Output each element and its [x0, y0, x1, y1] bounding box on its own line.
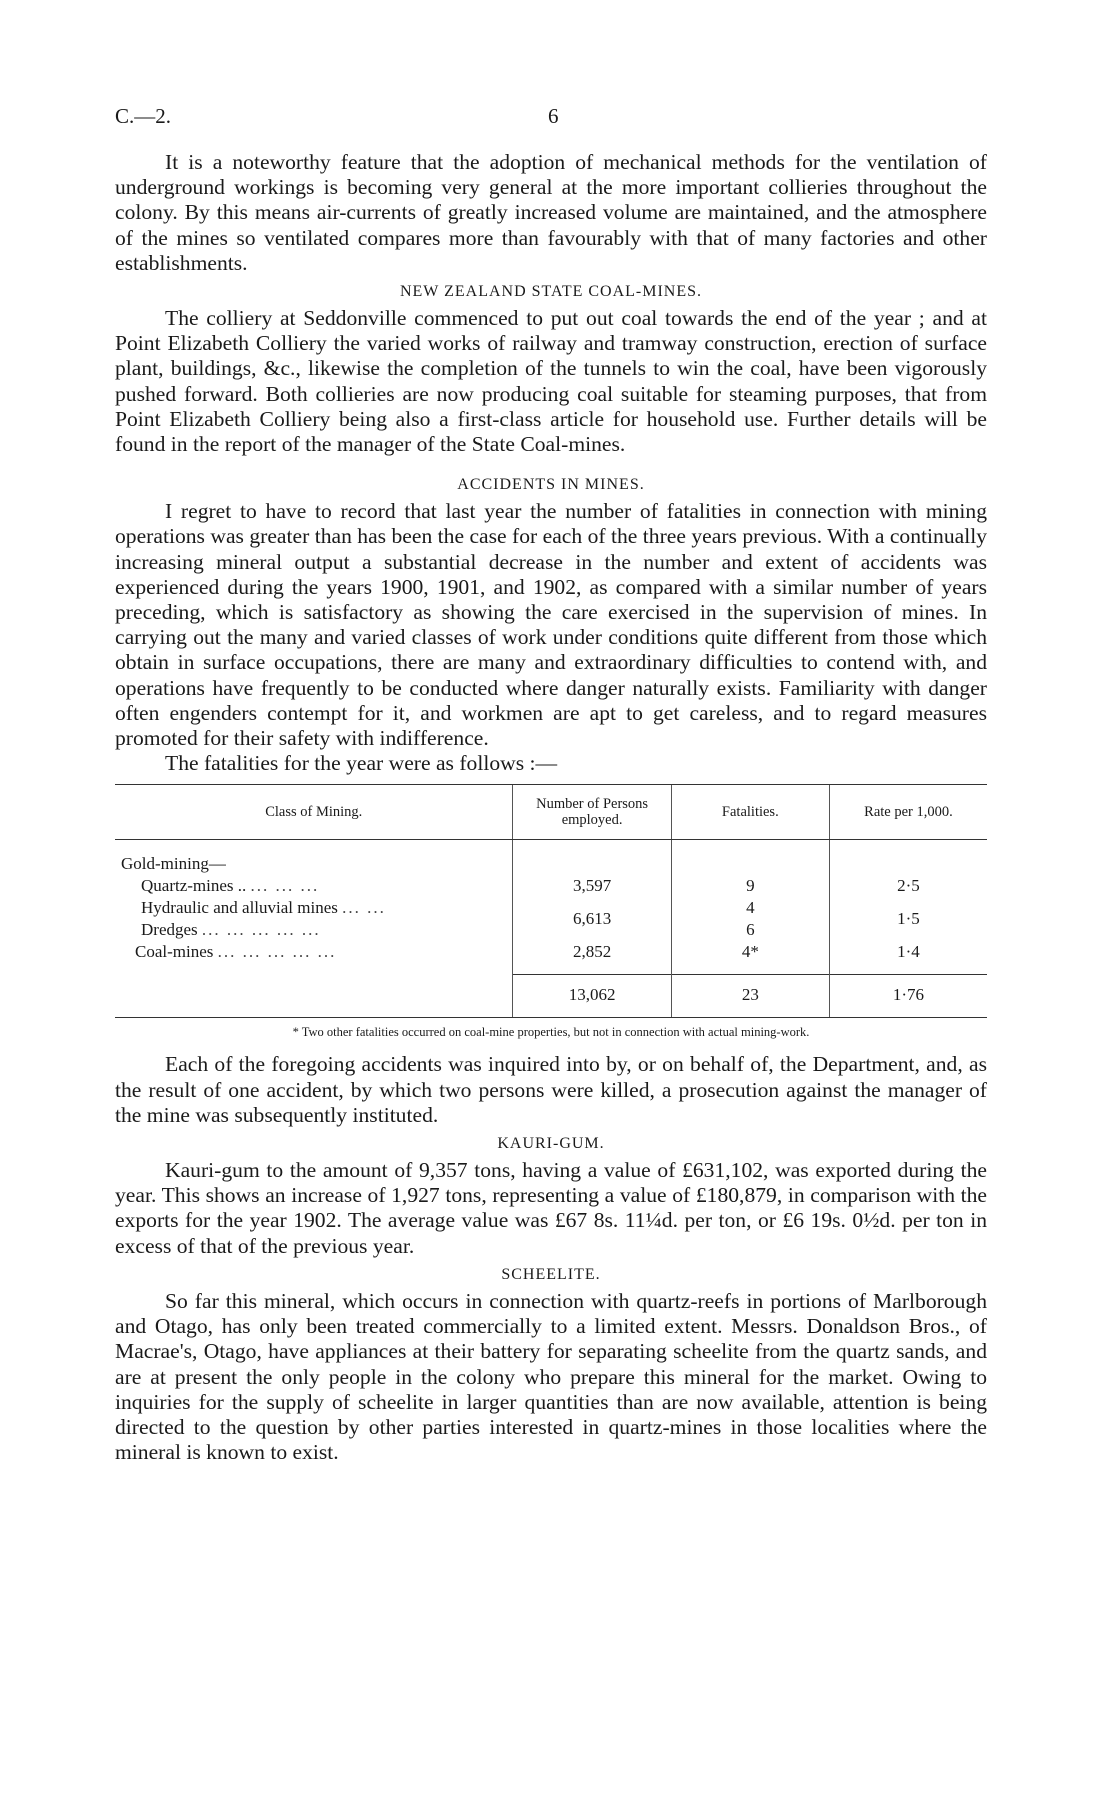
fatalities-table	[115, 784, 987, 1017]
table-row	[115, 897, 987, 919]
paragraph-scheelite: So far this mineral, which occurs in connection with quartz-reefs in portions of Marlborough and Otago, has only been treated commercially to a limited extent. Messrs. Donaldson Bros., of Macrae's, Otago, have appliances at their battery for separating scheelite from the quartz sands, and are at present the only people in the colony who prepare this mineral for the market. Owing to inquiries for the supply of scheelite in larger quantities than are now available, attention is being directed to the question by other parties interested in quartz-mines in those localities where the mineral is known to exist.	[115, 1288, 987, 1465]
row-label: Quartz-mines ..	[141, 876, 247, 896]
heading-scheelite: SCHEELITE.	[501, 1265, 601, 1283]
cell-rate-combined: 1·5	[829, 897, 987, 941]
report-reference: C.—2.	[115, 104, 172, 128]
cell-fatalities: 9	[671, 875, 829, 897]
paragraph-kauri-gum: Kauri-gum to the amount of 9,357 tons, having a value of £631,102, was exported during the year. This shows an increase of 1,927 tons, representing a value of £180,879, in comparison with the exports for the year 1902. The average value was £67 8s. 11¼d. per ton, or £6 19s. 0½d. per ton in excess of that of the previous year.	[115, 1158, 987, 1258]
table-row-group	[115, 840, 987, 876]
cell-rate: 2·5	[829, 875, 987, 897]
leader-dots: ... ... ... ... ...	[201, 920, 321, 940]
total-fatalities: 23	[671, 975, 829, 1018]
heading-state-coal-mines: NEW ZEALAND STATE COAL-MINES.	[399, 283, 703, 301]
fatalities-table-wrap	[115, 784, 987, 1040]
leader-dots: ... ... ... ... ...	[217, 942, 337, 962]
total-employed: 13,062	[513, 975, 671, 1018]
paragraph-ventilation: It is a noteworthy feature that the adoption of mechanical methods for the ventilation of underground workings is becoming very general at the more important collieries throughout the colony. By this means air-currents of greatly increased volume are maintained, and the atmosphere of the mines so ventilated compares more than favourably with that of many factories and other establishments.	[115, 150, 987, 275]
group-label-gold-mining: Gold-mining—	[121, 854, 226, 874]
paragraph-inquiry: Each of the foregoing accidents was inquired into by, or on behalf of, the Department, and, as the result of one accident, by which two persons were killed, a prosecution against the manager of the mine was subsequently instituted.	[115, 1052, 987, 1127]
heading-accidents: ACCIDENTS IN MINES.	[457, 476, 645, 494]
cell-fatalities: 4*	[671, 941, 829, 975]
paragraph-fatalities-intro: The fatalities for the year were as follows :—	[165, 751, 558, 776]
page-number: 6	[548, 104, 559, 128]
row-label: Hydraulic and alluvial mines	[141, 898, 338, 918]
leader-dots: ... ... ...	[250, 876, 320, 896]
leader-dots: ... ...	[342, 898, 386, 918]
total-rate: 1·76	[829, 975, 987, 1018]
heading-kauri-gum: KAURI-GUM.	[497, 1135, 605, 1153]
table-footnote: * Two other fatalities occurred on coal-mine properties, but not in connection with actual mining-work.	[115, 1017, 987, 1040]
row-label: Dredges	[141, 920, 198, 940]
cell-rate: 1·4	[829, 941, 987, 975]
header-fatalities: Fatalities.	[671, 785, 829, 840]
paragraph-state-coal-mines: The colliery at Seddonville commenced to put out coal towards the end of the year ; and at Point Elizabeth Colliery the varied works of railway and tramway construction, erection of surface plant, buildings, &c., likewise the completion of the tunnels to win the coal, have been vigorously pushed forward. Both collieries are now producing coal suitable for steaming purposes, that from Point Elizabeth Colliery being also a first-class article for household use. Further details will be found in the report of the manager of the State Coal-mines.	[115, 306, 987, 457]
paragraph-accidents: I regret to have to record that last year the number of fatalities in connection with mining operations was greater than has been the case for each of the three years previous. With a continually increasing mineral output a substantial decrease in the number and extent of accidents was experienced during the years 1900, 1901, and 1902, as compared with a similar number of years preceding, which is satisfactory as showing the care exercised in the supervision of mines. In carrying out the many and varied classes of work under conditions quite different from those which obtain in surface occupations, there are many and extraordinary difficulties to contend with, and operations have frequently to be conducted where danger naturally exists. Familiarity with danger often engenders contempt for it, and workmen are apt to get careless, and to regard measures promoted for their safety with indifference.	[115, 499, 987, 751]
row-label: Coal-mines	[135, 942, 214, 962]
header-persons-employed: Number of Persons employed.	[513, 785, 671, 840]
cell-employed-combined: 6,613	[513, 897, 671, 941]
header-rate: Rate per 1,000.	[829, 785, 987, 840]
table-total-row	[115, 975, 987, 1018]
table-row	[115, 941, 987, 975]
table-header-row	[115, 785, 987, 840]
page-content	[115, 150, 987, 1465]
cell-employed: 2,852	[513, 941, 671, 975]
header-class-of-mining: Class of Mining.	[115, 785, 513, 840]
cell-fatalities: 6	[671, 919, 829, 941]
cell-fatalities: 4	[671, 897, 829, 919]
page-header	[115, 104, 1014, 128]
table-row	[115, 875, 987, 897]
cell-employed: 3,597	[513, 875, 671, 897]
